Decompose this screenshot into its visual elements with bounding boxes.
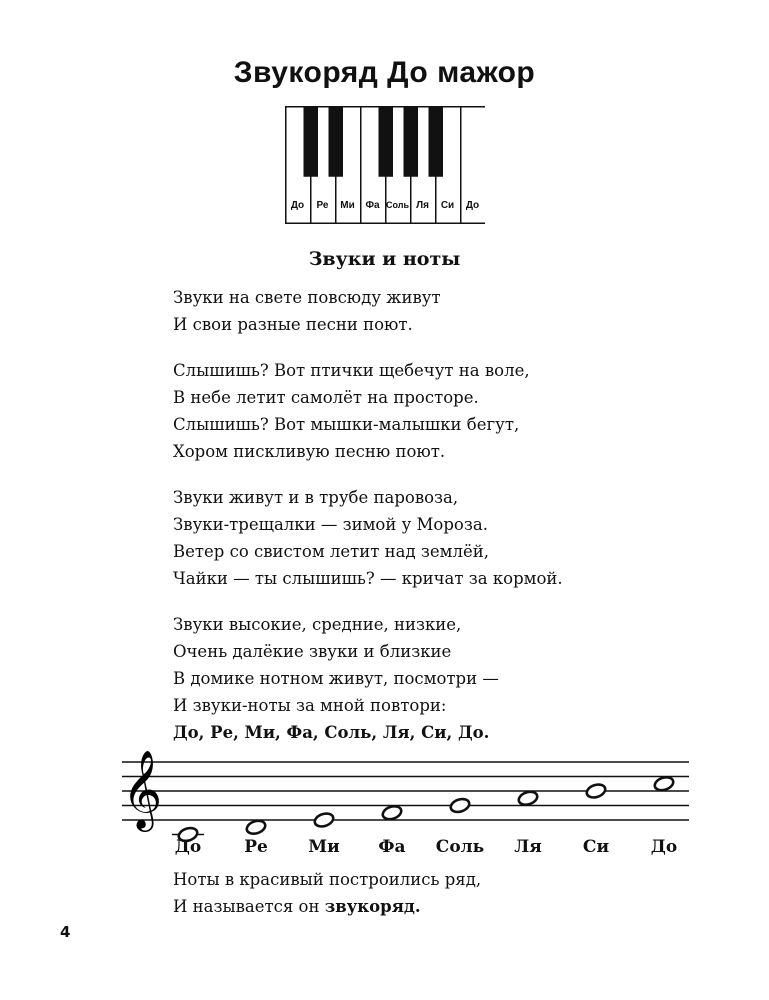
page-number: 4 [60, 923, 71, 941]
note-label: До [650, 837, 678, 857]
outro-line-2 [173, 893, 693, 920]
poem-line: Слышишь? Вот мышки-малышки бегут, [173, 415, 520, 434]
black-key [329, 107, 344, 177]
stanza [173, 484, 693, 592]
note-label: Фа [378, 837, 406, 857]
treble-clef-icon: 𝄞 [122, 750, 163, 829]
key-label: Ре [316, 200, 329, 211]
note-label: До [174, 837, 202, 857]
poem-line: В домике нотном живут, посмотри — [173, 669, 499, 688]
whole-note [653, 775, 675, 792]
note-label: Соль [435, 837, 485, 857]
poem-line: И звуки-ноты за мной повтори: [173, 696, 447, 715]
key-label: Ми [340, 200, 355, 211]
note-label: Ля [514, 837, 542, 857]
black-key [379, 107, 394, 177]
poem-line: Чайки — ты слышишь? — кричат за кормой. [173, 569, 563, 588]
whole-note [449, 797, 471, 814]
poem-line: Слышишь? Вот птички щебечут на воле, [173, 361, 530, 380]
key-label: Си [440, 200, 455, 211]
outro-keyword: звукоряд. [324, 897, 421, 916]
key-label: До [290, 200, 305, 211]
black-key [304, 107, 319, 177]
poem-title: Звуки и ноты [308, 248, 461, 270]
outro [173, 866, 693, 920]
whole-note [517, 790, 539, 807]
music-staff [118, 740, 693, 865]
note-label: Ми [308, 837, 340, 857]
stanza [173, 284, 693, 338]
poem-line: Очень далёкие звуки и близкие [173, 642, 452, 661]
poem-line: Ветер со свистом летит над землёй, [173, 542, 489, 561]
whole-note [585, 782, 607, 799]
whole-note [245, 819, 267, 836]
poem-line: Звуки-трещалки — зимой у Мороза. [173, 515, 488, 534]
stanza [173, 357, 693, 465]
poem-line: Хором пискливую песню поют. [173, 442, 446, 461]
key-label: Ля [416, 200, 429, 211]
note-label: Си [582, 837, 610, 857]
key-label: До [465, 200, 480, 211]
outro-prefix: И называется он [173, 897, 325, 916]
poem-line: В небе летит самолёт на просторе. [173, 388, 479, 407]
poem-line: И свои разные песни поют. [173, 315, 413, 334]
whole-note [381, 804, 403, 821]
black-key [404, 107, 419, 177]
piano-keyboard [285, 106, 485, 224]
note-label: Ре [244, 837, 268, 857]
poem [173, 284, 693, 765]
poem-line: Звуки на свете повсюду живут [173, 288, 441, 307]
key-label: Соль [385, 200, 410, 210]
poem-line: Звуки высокие, средние, низкие, [173, 615, 462, 634]
outro-line: Ноты в красивый построились ряд, [173, 870, 482, 889]
black-key [429, 107, 444, 177]
poem-line: Звуки живут и в трубе паровоза, [173, 488, 459, 507]
key-label: Фа [365, 200, 380, 211]
notes-line: До, Ре, Ми, Фа, Соль, Ля, Си, До. [173, 723, 490, 742]
stanza [173, 611, 693, 746]
page-title: Звукоряд До мажор [233, 56, 536, 89]
whole-note [313, 811, 335, 828]
